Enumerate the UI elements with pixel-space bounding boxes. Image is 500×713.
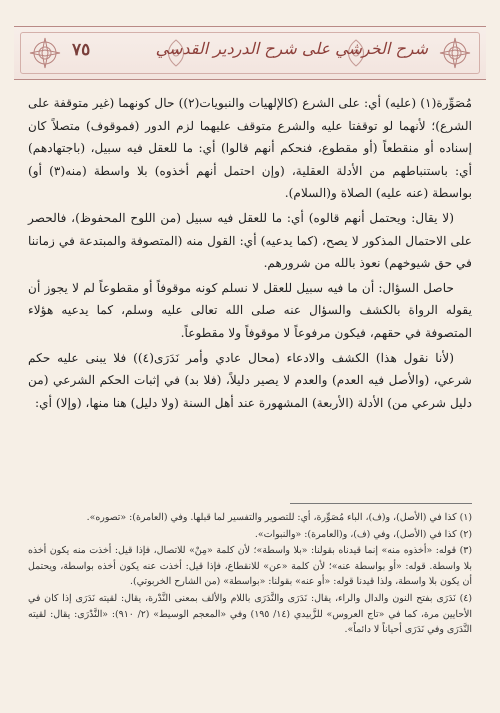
footnote: (٢) كذا في (الأصل)، وفي (ف)، و(العامرة): «والنبوات». — [254, 528, 472, 540]
page-header — [14, 26, 486, 80]
paragraph: حاصل السؤال: أن ما فيه سبيل للعقل لا نسلم كونه موقوفاً أو مقطوعاً لم لا يجوز أن يقوله الرواة بالكشف والسؤال عنه صلى الله تعالى عليه وسلم، كما يدعيه هؤلاء المتصوفة في حقهم، فيكون مرفوعاً لا موقوفاً ولا مقطوعاً. — [28, 280, 472, 340]
footnote: (٣) قوله: «أخذوه منه» إنما قيدناه بقولنا: «بلا واسطة»؛ لأن كلمة «مِنْ» للاتصال، فإذا قيل: أخذت منه يكون أخذه بلا واسطة. قوله: «أو بواسطة عنه»؛ لأن كلمة «عن» للانقطاع، فإذا قيل: أخذت عنه يكون أخذه بواسطة، ويحتمل أن يكون بلا واسطة، ولذا قيدنا قوله: «أو عنه» بقولنا: «بواسطة» (من الشارح الخربوتي). — [28, 545, 472, 588]
footnote-divider — [290, 503, 472, 504]
footnote: (١) كذا في (الأصل)، و(ف)، الباء مُصَوِّرة، أي: للتصوير والتفسير لما قبلها. وفي (العامرة): «تصوره». — [86, 512, 472, 523]
floral-ornament-icon — [438, 36, 472, 70]
paragraph: مُصَوِّرة(١) (عليه) أي: على الشرع (كالإلهيات والنبويات(٢)) حال كونهما (غير متوقفة على الشرع)؛ لأنهما لو توقفتا عليه والشرع متوقف عليهما لزم الدور (فموقوف) متصلاً كان إسناده أو منقطعاً (أو مقطوع، فنحكم أنهم قالوا) أي: ما للعقل فيه سبيل، (باجتهادهم) أي: باستنباطهم من الأدلة العقلية، (وإن احتمل أنهم أخذوه) بلا واسطة (منه(٣) أو) بواسطة (عنه عليه) الصلاة و(السلام). — [28, 96, 472, 201]
page-number: ٧٥ — [72, 40, 91, 60]
paragraph: (لأنا نقول هذا) الكشف والادعاء (محال عادي وأمر نَدَرَى(٤)) فلا يبنى عليه حكم شرعي، (والأصل فيه العدم) والعدم لا يصير دليلاً، (فلا بد) في إثبات الحكم الشرعي (من دليل شرعي من) الأدلة (الأربعة) المشهورة عند أهل السنة (ولا دليل) هنا منها، (وإلا) أي: — [28, 350, 472, 410]
footnote: (٤) نَدَرَى بفتح النون والدال والراء، يقال: نَدَرَى والنَّدَرَى باللام والألف بمعنى النَّدْرة، يقال: لقيته نَدَرَى إذا كان في الأحايين مرة، كما في «تاج العروس» للزَّبيدي (١٤/ ١٩٥) وفي «المعجم الوسيط» (٢/ ٩١٠): «النَّدْرَى: يقال: لقيته النَّدَرَى وفي نَدَرَى أحياناً لا دائماً». — [28, 592, 472, 636]
footnotes — [28, 510, 472, 639]
running-title: شرح الخرشي على شرح الدردير القدسي — [155, 39, 428, 58]
floral-ornament-icon — [28, 36, 62, 70]
paragraph: (لا يقال: ويحتمل أنهم قالوه) أي: ما للعقل فيه سبيل (من اللوح المحفوظ)، فالحصر على الاحتمال المذكور لا يصح، (كما يدعيه) أي: القول منه (المتصوفة والمبتدعة في زماننا في حق شيوخهم) نعوذ بالله من شرورهم. — [28, 210, 472, 271]
main-text — [28, 92, 472, 416]
